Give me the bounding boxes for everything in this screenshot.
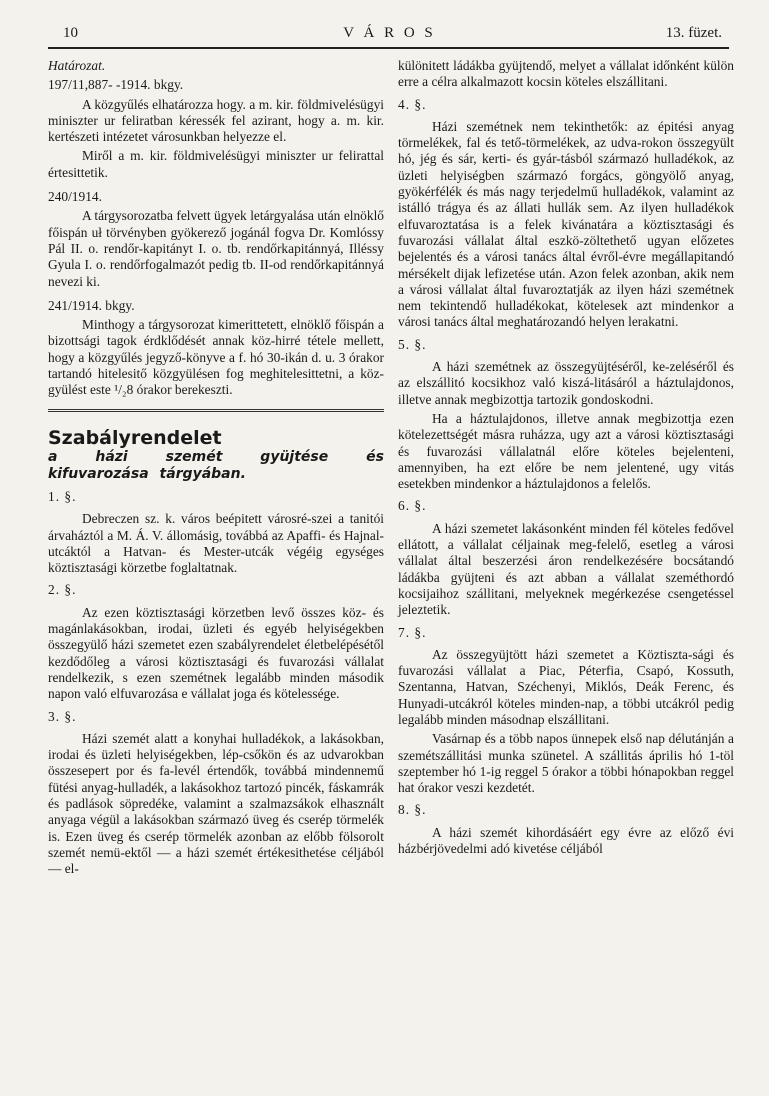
- section-4-heading: 4. §.: [398, 96, 427, 112]
- section-5-heading: 5. §.: [398, 336, 427, 352]
- resolution-text-197b: Miről a m. kir. földmivelésügyi miniszter ur felirattal értesittetik.: [48, 148, 384, 180]
- section-3-text: Házi szemét alatt a konyhai hulladékok, a lakásokban, irodai és üzleti helyiségekben, lép-csőkön és az udvarokban összesepert por és fa-levél értendők, továbbá mindennemű fütési anyag-hulladék, a lakásokhoz tartozó pincék, fáskamrák és padlások söpredéke, valamint a szalmazsákok elhasznált anyaga végül a lakásokban származó üveg és cserép törmelék is. Ezen üveg és cserép törmelék azonban az előbb fölsorolt szemét nemü-ektől — a házi szemét értékesithetése céljából — el-: [48, 730, 384, 877]
- section-2-heading: 2. §.: [48, 582, 77, 598]
- resolution-number-240: 240/1914.: [48, 189, 102, 205]
- section-1-heading: 1. §.: [48, 488, 77, 504]
- page-header: [55, 22, 724, 44]
- section-divider: [48, 409, 384, 412]
- section-7-heading: 7. §.: [398, 624, 427, 640]
- resolution-number-197: 197/11,887- -1914. bkgy.: [48, 77, 184, 93]
- journal-title: V Á R O S: [343, 25, 436, 41]
- resolution-text-197: A közgyűlés elhatározza hogy. a m. kir. földmivelésügyi miniszter ur feliratban kéressék fel azirant, hogy a. m. kir. kertészeti intézetet városunkban helyezze el.: [48, 96, 384, 145]
- page-number: 10: [63, 25, 78, 41]
- issue-number: 13. füzet.: [665, 25, 722, 41]
- regulation-subtitle: a házi szemét gyüjtése és kifuvarozása tárgyában.: [48, 448, 384, 482]
- section-8-text: A házi szemét kihordásáért egy évre az előző évi házbérjövedelmi adó kivetése céljából: [398, 824, 734, 857]
- section-5-text: A házi szemétnek az összegyüjtéséről, ke-zeléséről és az elszállitó kocsikhoz való kiszá-litásáról a háztulajdonos, illetve annak megbizottja tartozik gondoskodni.: [398, 359, 734, 407]
- section-6-heading: 6. §.: [398, 498, 427, 514]
- resolution-number-241: 241/1914. bkgy.: [48, 297, 135, 313]
- section-7-text-b: Vasárnap és a több napos ünnepek első nap délutánján a szemétszállitási munka szünetel. A szállitás április hó 1-töl szeptember hó 1-ig reggel 5 órakor a többi hónapokban reggel hat órakor veszi kezdetét.: [398, 731, 734, 796]
- header-rule: [48, 47, 729, 49]
- section-1-text: Debreczen sz. k. város beépitett városré-szei a tanitói árvaháztól a M. Á. V. állomásig, továbbá az Apaffi- és Hajnal-utcáktól a Hatvan- és Mester-utcák végéig egységes köztisztasági körzetbe foglaltatnak.: [48, 511, 384, 576]
- regulation-title: Szabályrendelet: [48, 426, 222, 449]
- resolution-text-240: A tárgysorozatba felvett ügyek letárgyalása után elnöklő főispán uł törvényben gyökerező jogánál fogva Dr. Komlóssy Pál II. o. rendőr-kapitányt I. o. tb. rendőrkapitánnyá, Illéssy Gyula I. o. rendőrfogalmazót pedig tb. II-od rendőrkapitánnyá nevezi ki.: [48, 208, 384, 289]
- resolution-text-241: Minthogy a tárgysorozat kimerittetett, elnöklő főispán a bizottsági tagok érdklődését annak köz-hirré tétele mellett, hogy a közgyűlés jegyző-könyve a f. hó 30-ikán d. u. 3 órakor tartandó hitelesitő közgyülésen fog meghitelesittetni, a köz-gyülést este ¹/₂8 órakor berekeszti.: [48, 317, 384, 398]
- left-column: [48, 58, 384, 880]
- resolution-heading: Határozat.: [48, 58, 106, 73]
- section-6-text: A házi szemetet lakásonként minden fél köteles fedővel ellátott, a vállalat céljainak meg-felelő, esetleg a városi vállalat által beszerzési áron rendelkezésére bocsátandó ládákba gyüjteni és azt abban a vállalat szeméthordó kocsijaihoz szállitani, melyeknek megérkezése csengetéssel jeleztetik.: [398, 520, 734, 618]
- section-7-text: Az összegyüjtött házi szemetet a Köztiszta-sági és fuvarozási vállalat a Piac, Péterfia, Csapó, Kossuth, Szentanna, Hatvan, Széchenyi, Miklós, Deák Ferenc, és Hunyadi-utcákról köteles minden-nap, a többi utcákról pedig legalább minden másodnap elszállitani.: [398, 646, 734, 727]
- section-4-text: Házi szemétnek nem tekinthetők: az épitési anyag törmelékek, fal és tető-törmelékek, az udva-rokon összegyült hó, jég és sár, kerti- és gyár-tásból származó hulladékok, az üzleti helyiségben származó forgács, göngyölő anyag, gyökérfélék és más nagy terjedelmű hulladékok, valamint az istálló trágya és az állati hullák sem. Az ilyen hulladékok elfuvaroztatása is a felek kivánatára a köztisztasági és fuvarozási vállalat által eszkö-zöltethető ugyan előzetes bejelentés és a városi tanács által évről-évre megállapitandó mérsékelt dijak lefizetése után. Azon felek azonban, akik nem a városi vállalat által fuvaroztatják az ilyen házi szemétnek nem tekintendő hulladékokat, kötelesek azt mindenkor a városi tanács által meghatározandó helyen lerakatni.: [398, 118, 734, 330]
- section-5-text-b: Ha a háztulajdonos, illetve annak megbizottja ezen kötelezettségét másra ruházza, ugy azt a városi köztisztasági és fuvarozási vállalatnál előre köteles bejelenteni, amennyiben, ha ezt előre be nem jelentené, ugy vitás esetekben mindenkor a háztulajdonos a felelős.: [398, 410, 734, 492]
- section-8-heading: 8. §.: [398, 802, 427, 818]
- section-3-heading: 3. §.: [48, 708, 77, 724]
- section-3-text-continued: különitett ládákba gyüjtendő, melyet a vállalat időnként külön erre a célra alkalmazott kocsin köteles elszállitani.: [398, 58, 734, 90]
- section-2-text: Az ezen köztisztasági körzetben levő összes köz- és magánlakásokban, irodai, üzleti és egyéb helyiségekben összegyülő házi szemetet ezen szabályrendelet életbelépésétől kezdődőleg a városi köztisztasági és fuvarozási vállalat rendelkezik, s ezen szemétnek legalább minden második napon való elfuvarozása e vállalat joga és kötelessége.: [48, 604, 384, 702]
- right-column: [398, 58, 734, 860]
